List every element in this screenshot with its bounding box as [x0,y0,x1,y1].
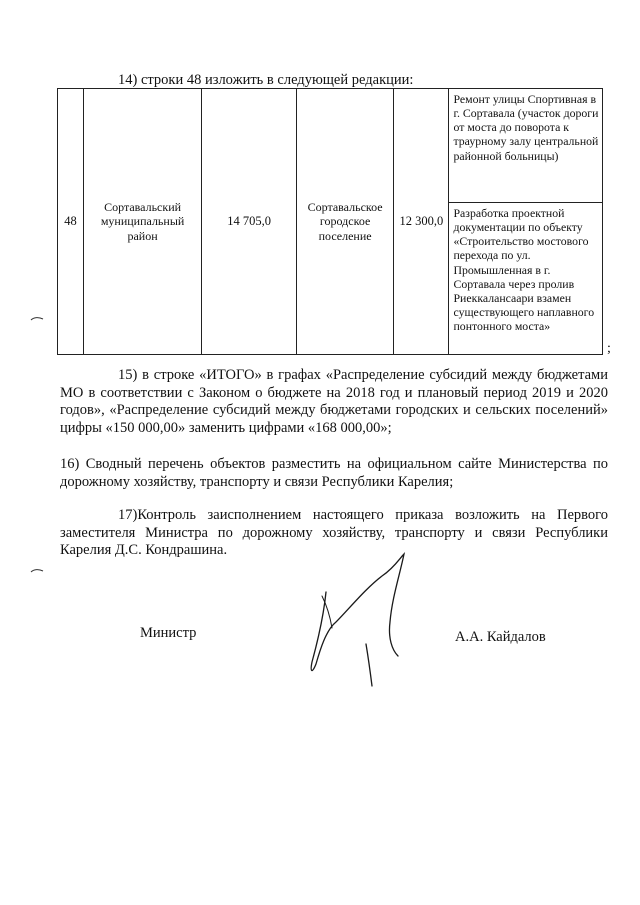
item-15-text: 15) в строке «ИТОГО» в графах «Распределение субсидий между бюджетами МО в соответствии с Законом о бюджете на 2018 год и плановый период 2019 и 2020 годов», «Распределение субсидий между бюджетами городских и сельских поселений» цифры «150 000,00» заменить цифрами «168 000,00»; [60,367,608,436]
district-cell: Сортавальский муниципальный район [84,89,202,355]
item-14-heading: 14) строки 48 изложить в следующей редакции: [118,72,414,88]
row-number-cell: 48 [58,89,84,355]
signatory-name: А.А. Кайдалов [455,629,546,645]
scan-margin-mark [30,316,44,322]
handwritten-signature [296,552,416,692]
signatory-role: Министр [140,625,197,641]
scan-margin-mark [30,568,44,574]
district-amount-cell: 14 705,0 [202,89,297,355]
settlement-cell: Сортавальское городское поселение [297,89,394,355]
settlement-amount-cell: 12 300,0 [394,89,449,355]
row-48-table [57,88,603,355]
row-end-mark: ; [607,341,611,356]
item-15-paragraph [60,367,608,437]
object-cell-2: Разработка проектной документации по объекту «Строительство мостового перехода по ул. Промышленная в г. Сортавала через пролив Риеккалансаари взамен существующего наплавного понтонного моста» [449,203,603,355]
table-row [58,89,603,203]
item-16-paragraph: 16) Сводный перечень объектов разместить на официальном сайте Министерства по дорожному хозяйству, транспорту и связи Республики Карелия; [60,456,608,490]
object-cell-1: Ремонт улицы Спортивная в г. Сортавала (участок дороги от моста до поворота к траурному залу центральной районной больницы) [449,89,603,203]
item-17-text: 17)Контроль заисполнением настоящего приказа возложить на Первого заместителя Министра по дорожному хозяйству, транспорту и связи Республики Карелия Д.С. Кондрашина. [60,507,608,558]
